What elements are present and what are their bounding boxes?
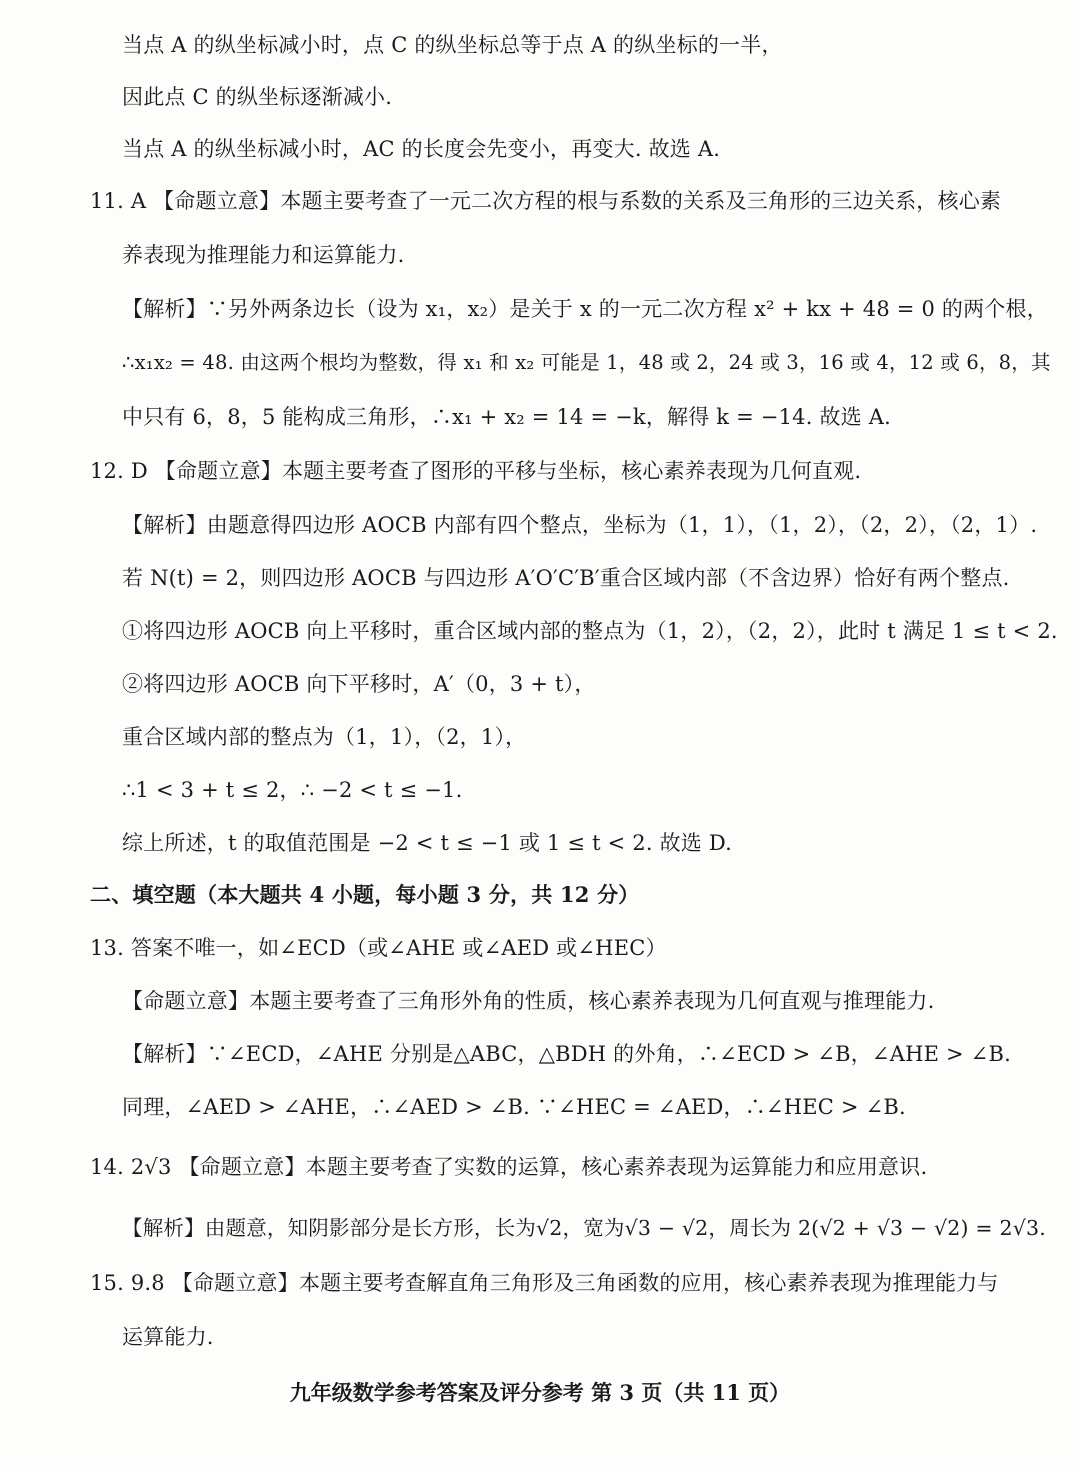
text-line: ∴x₁x₂ = 48. 由这两个根均为整数，得 x₁ 和 x₂ 可能是 1，48 或 2，24 或 3，16 或 4，12 或 6，8，其 <box>122 351 1051 374</box>
text-line: 重合区域内部的整点为（1，1），（2，1）， <box>122 725 527 749</box>
text-line: 若 N(t) = 2，则四边形 AOCB 与四边形 A′O′C′B′重合区域内部（不含边界）恰好有两个整点. <box>122 566 1010 590</box>
text-line: ∴1 < 3 + t ≤ 2，∴ −2 < t ≤ −1. <box>122 778 463 802</box>
text-line: 运算能力. <box>122 1325 214 1349</box>
question-15-header: 15. 9.8 【命题立意】本题主要考查解直角三角形及三角函数的应用，核心素养表现为推理能力与 <box>90 1271 999 1295</box>
text-line: ②将四边形 AOCB 向下平移时，A′（0，3 + t）， <box>122 672 596 696</box>
text-line: 中只有 6，8，5 能构成三角形，∴x₁ + x₂ = 14 = −k，解得 k = −14. 故选 A. <box>122 405 891 429</box>
section-heading: 二、填空题（本大题共 4 小题，每小题 3 分，共 12 分） <box>90 882 640 907</box>
analysis-line: 【解析】由题意得四边形 AOCB 内部有四个整点，坐标为（1，1），（1，2），（2，2），（2，1）. <box>122 513 1038 537</box>
question-14-header: 14. 2√3 【命题立意】本题主要考查了实数的运算，核心素养表现为运算能力和应用意识. <box>90 1155 928 1179</box>
text-line: 因此点 C 的纵坐标逐渐减小. <box>122 85 393 109</box>
analysis-line: 【解析】∵另外两条边长（设为 x₁，x₂）是关于 x 的一元二次方程 x² + kx + 48 = 0 的两个根， <box>122 297 1048 321</box>
text-line: 综上所述，t 的取值范围是 −2 < t ≤ −1 或 1 ≤ t < 2. 故选 D. <box>122 831 733 855</box>
text-line: 当点 A 的纵坐标减小时，AC 的长度会先变小，再变大. 故选 A. <box>122 137 721 161</box>
question-11-header: 11. A 【命题立意】本题主要考查了一元二次方程的根与系数的关系及三角形的三边关系，核心素 <box>90 189 1002 213</box>
question-12-header: 12. D 【命题立意】本题主要考查了图形的平移与坐标，核心素养表现为几何直观. <box>90 459 862 483</box>
text-line: 同理，∠AED > ∠AHE，∴∠AED > ∠B. ∵∠HEC = ∠AED，∴∠HEC > ∠B. <box>122 1095 906 1119</box>
analysis-line: 【解析】∵∠ECD，∠AHE 分别是△ABC，△BDH 的外角，∴∠ECD > ∠B，∠AHE > ∠B. <box>122 1042 1011 1066</box>
text-line: 【命题立意】本题主要考查了三角形外角的性质，核心素养表现为几何直观与推理能力. <box>122 989 935 1013</box>
text-line: 当点 A 的纵坐标减小时，点 C 的纵坐标总等于点 A 的纵坐标的一半， <box>122 33 783 57</box>
text-line: ①将四边形 AOCB 向上平移时，重合区域内部的整点为（1，2），（2，2），此时 t 满足 1 ≤ t < 2. <box>122 619 1058 643</box>
text-line: 养表现为推理能力和运算能力. <box>122 243 405 267</box>
analysis-line: 【解析】由题意，知阴影部分是长方形，长为√2，宽为√3 − √2，周长为 2(√2 + √3 − √2) = 2√3. <box>122 1216 1046 1240</box>
page-footer: 九年级数学参考答案及评分参考 第 3 页（共 11 页） <box>289 1380 791 1405</box>
question-13-header: 13. 答案不唯一，如∠ECD（或∠AHE 或∠AED 或∠HEC） <box>90 936 667 960</box>
